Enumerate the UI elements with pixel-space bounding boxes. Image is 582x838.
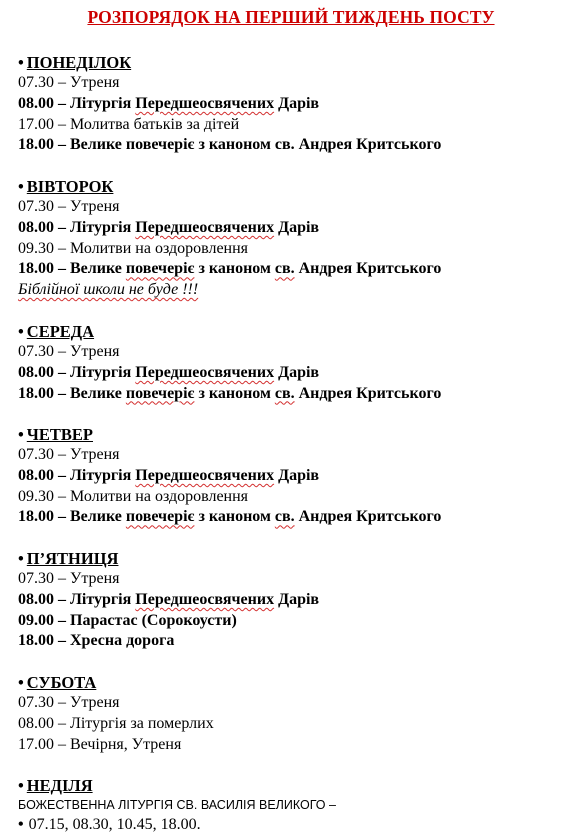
- day-friday: [18, 548, 578, 652]
- bullet-icon: •: [18, 322, 24, 341]
- service-line: 18.00 – Велике повечеріє з каноном св. Андрея Критського: [18, 384, 442, 402]
- service-line: 18.00 – Велике повечеріє з каноном св. Андрея Критського: [18, 508, 442, 526]
- day-name-wednesday: СЕРЕДА: [26, 322, 95, 341]
- day-name-friday: П’ЯТНИЦЯ: [26, 549, 119, 568]
- service-line: 07.30 – Утреня: [18, 446, 120, 463]
- page-title: РОЗПОРЯДОК НА ПЕРШИЙ ТИЖДЕНЬ ПОСТУ: [87, 7, 495, 27]
- service-line: 07.30 – Утреня: [18, 343, 120, 360]
- service-line: 07.30 – Утреня: [18, 570, 120, 587]
- service-line: 18.00 – Велике повечеріє з каноном св. Андрея Критського: [18, 260, 442, 278]
- service-line: 09.30 – Молитви на оздоровлення: [18, 239, 249, 257]
- service-line: 08.00 – Літургія Передшеосвячених Дарів: [18, 590, 320, 608]
- day-thursday: [18, 424, 578, 528]
- day-tuesday: [18, 176, 578, 301]
- bullet-icon: •: [18, 673, 24, 692]
- service-line: 18.00 – Велике повечеріє з каноном св. Андрея Критського: [18, 136, 442, 154]
- service-line: 08.00 – Літургія Передшеосвячених Дарів: [18, 94, 320, 112]
- bullet-icon: •: [18, 177, 24, 196]
- bullet-icon: •: [18, 425, 24, 444]
- day-name-sunday: НЕДІЛЯ: [26, 776, 93, 795]
- day-heading-tuesday: [18, 176, 578, 197]
- service-line: 08.00 – Літургія за померлих: [18, 714, 214, 732]
- service-line: 08.00 – Літургія Передшеосвячених Дарів: [18, 218, 320, 236]
- service-times-line: • 07.15, 08.30, 10.45, 18.00.: [18, 816, 201, 833]
- service-line: БОЖЕСТВЕННА ЛІТУРГІЯ СВ. ВАСИЛІЯ ВЕЛИКОГО –: [18, 798, 336, 812]
- day-name-tuesday: ВІВТОРОК: [26, 177, 114, 196]
- bullet-icon: •: [18, 53, 24, 72]
- day-monday: [18, 52, 578, 156]
- day-sunday: [18, 775, 578, 836]
- bullet-icon: •: [18, 776, 24, 795]
- day-saturday: [18, 672, 578, 755]
- day-heading-friday: [18, 548, 578, 569]
- service-line: 07.30 – Утреня: [18, 198, 120, 215]
- bullet-icon: •: [18, 816, 24, 833]
- service-line: 07.30 – Утреня: [18, 694, 120, 711]
- service-line: 08.00 – Літургія Передшеосвячених Дарів: [18, 466, 320, 484]
- service-line: 09.30 – Молитви на оздоровлення: [18, 487, 249, 505]
- service-line: 17.00 – Вечірня, Утреня: [18, 735, 182, 753]
- service-line: 07.30 – Утреня: [18, 74, 120, 91]
- notice-line: Біблійної школи не буде !!!: [18, 281, 199, 299]
- day-name-monday: ПОНЕДІЛОК: [26, 53, 132, 72]
- day-name-thursday: ЧЕТВЕР: [26, 425, 93, 444]
- day-heading-thursday: [18, 424, 578, 445]
- day-heading-monday: [18, 52, 578, 73]
- day-heading-saturday: [18, 672, 578, 693]
- day-heading-wednesday: [18, 321, 578, 342]
- service-line: 08.00 – Літургія Передшеосвячених Дарів: [18, 363, 320, 381]
- service-line: 09.00 – Парастас (Сорокоусти): [18, 611, 237, 629]
- bullet-icon: •: [18, 549, 24, 568]
- service-line: 18.00 – Хресна дорога: [18, 632, 175, 650]
- day-heading-sunday: [18, 775, 578, 796]
- service-line: 17.00 – Молитва батьків за дітей: [18, 115, 240, 133]
- day-name-saturday: СУБОТА: [26, 673, 97, 692]
- day-wednesday: [18, 321, 578, 404]
